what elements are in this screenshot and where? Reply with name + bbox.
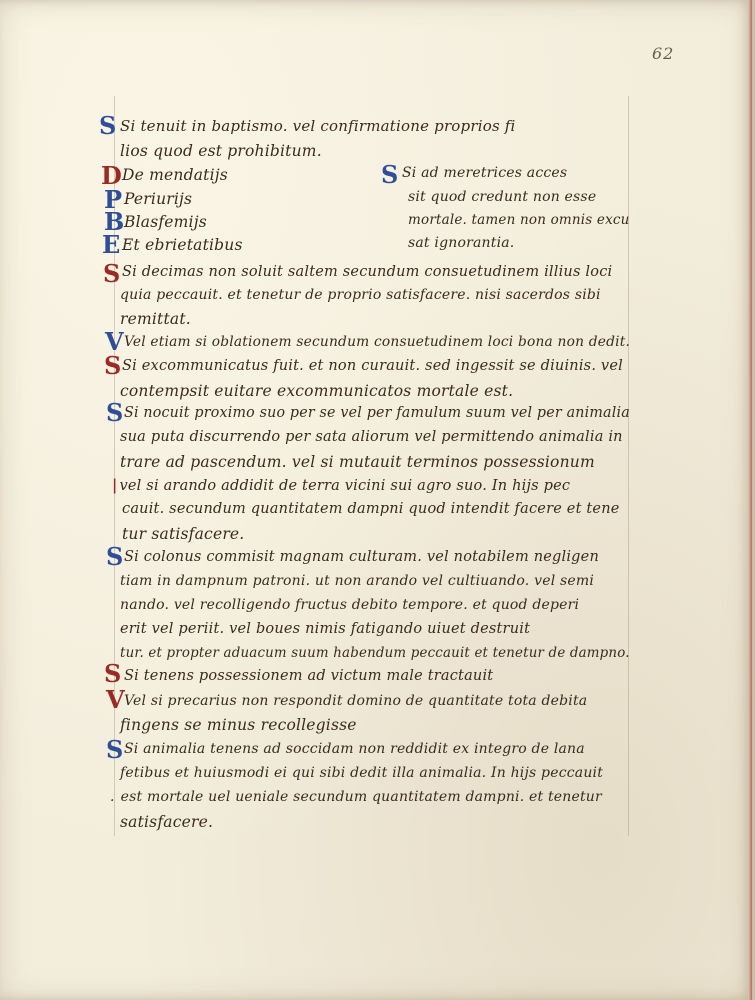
text-line: De mendatijs [122,166,228,184]
initial-d: D [101,161,122,190]
text-line: Vel si precarius non respondit domino de quantitate tota debita [124,693,588,709]
text-line-column: mortale. tamen non omnis excu [408,212,630,228]
text-line: cauit. secundum quantitatem dampni quod intendit facere et tene [122,501,620,517]
text-line: sua puta discurrendo per sata aliorum vel permittendo animalia in [120,429,623,445]
initial-s: S [104,351,122,380]
text-line: remittat. [120,310,191,328]
initial-s: S [104,659,122,688]
text-line: contempsit euitare excommunicatos mortale est. [120,382,514,400]
text-line-column: Si ad meretrices acces [402,165,568,181]
text-line: Si tenens possessionem ad victum male tractauit [124,668,494,684]
text-line: satisfacere. [120,813,214,831]
text-line: erit vel periit. vel boues nimis fatigando uiuet destruit [120,621,531,637]
ruling-line [628,96,629,836]
initial-b: B [104,207,125,236]
text-line: tur satisfacere. [122,525,245,543]
text-line: quia peccauit. et tenetur de proprio satisfacere. nisi sacerdos sibi [120,287,601,303]
folio-number: 62 [652,44,675,63]
text-line: fingens se minus recollegisse [120,716,357,734]
text-line: Blasfemijs [124,213,207,231]
text-line-column: sat ignorantia. [408,235,515,251]
text-line: Si decimas non soluit saltem secundum consuetudinem illius loci [122,264,613,280]
text-line: nando. vel recolligendo fructus debito tempore. et quod deperi [120,597,580,613]
initial-s: S [106,542,124,571]
text-line: lios quod est prohibitum. [120,142,322,160]
initial-e: E [102,230,121,259]
initial-v: V [105,327,124,356]
text-line: tiam in dampnum patroni. ut non arando vel cultiuando. vel semi [120,573,595,589]
paragraph-mark: | [112,477,118,494]
text-line: | vel si arando addidit de terra vicini sui agro suo. In hijs pec [112,477,571,494]
initial-v: V [106,685,125,714]
text-line: fetibus et huiusmodi ei qui sibi dedit illa animalia. In hijs peccauit [120,765,604,781]
text-line: Si tenuit in baptismo. vel confirmatione proprios fi [120,117,516,135]
text-line-column: sit quod credunt non esse [408,189,597,205]
initial-s: S [381,160,399,189]
initial-p: P [104,185,123,214]
text-line: tur. et propter aduacum suum habendum peccauit et tenetur de dampno. [120,645,630,661]
text-line: Si excommunicatus fuit. et non curauit. sed ingessit se diuinis. vel [122,358,623,374]
initial-s: S [106,398,124,427]
text-line: Periurijs [124,190,193,208]
initial-s: S [106,735,124,764]
text-line: . est mortale uel ueniale secundum quantitatem dampni. et tenetur [110,789,602,805]
text-line: Et ebrietatibus [122,236,243,254]
text-line: Si colonus commisit magnam culturam. vel notabilem negligen [124,549,599,565]
page-edge [748,0,752,1000]
initial-s: S [103,259,121,288]
text-line: Si nocuit proximo suo per se vel per famulum suum vel per animalia [124,405,630,421]
text-line: trare ad pascendum. vel si mutauit terminos possessionum [120,453,595,471]
text-line: Si animalia tenens ad soccidam non reddidit ex integro de lana [124,741,585,757]
initial-s: S [99,111,117,140]
punctus-mark: . [110,789,115,805]
text-line: Vel etiam si oblationem secundum consuetudinem loci bona non dedit. [124,334,631,350]
